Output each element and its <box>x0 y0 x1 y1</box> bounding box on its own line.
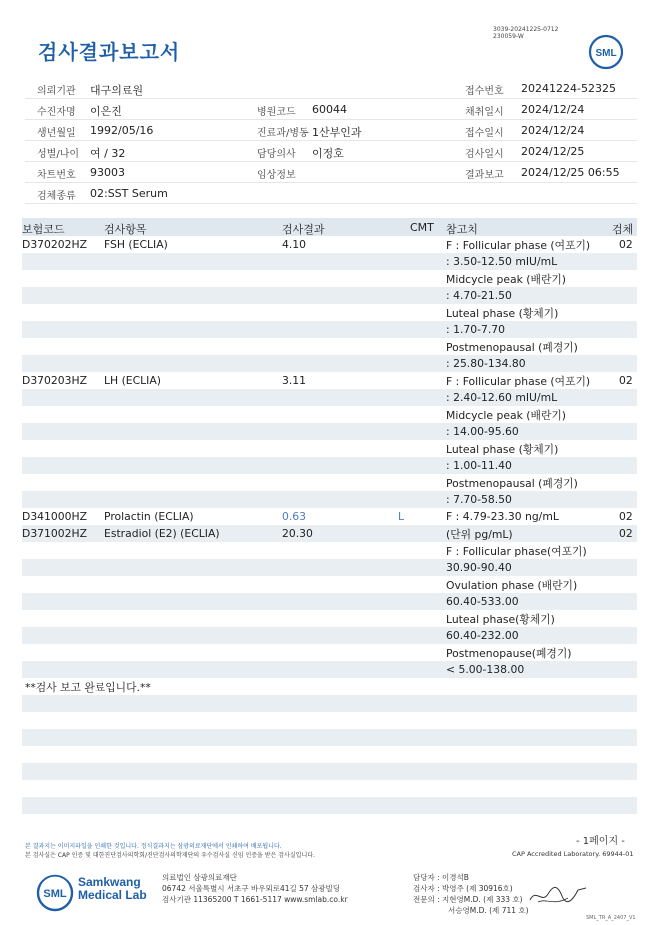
table-row <box>22 338 637 355</box>
staff-info <box>413 872 529 916</box>
info-value: 2024/12/25 06:55 <box>521 166 620 179</box>
info-label: 차트번호 <box>37 170 76 181</box>
result-reference: Midcycle peak (배란기) <box>446 409 567 422</box>
table-row <box>22 236 637 253</box>
result-reference: < 5.00-138.00 <box>446 663 525 676</box>
result-reference: Postmenopausal (폐경기) <box>446 341 578 354</box>
header-cmt: CMT <box>410 221 434 234</box>
staff-line1: 담당자 : 이경석B <box>413 873 469 882</box>
staff-line3: 전문의 : 지현영M.D. (제 333 호) <box>413 895 523 904</box>
results-body <box>22 236 637 831</box>
result-reference: : 25.80-134.80 <box>446 357 526 370</box>
signature-icon <box>528 880 590 908</box>
blank-row <box>22 780 637 797</box>
blank-row <box>22 746 637 763</box>
result-reference: : 3.50-12.50 mIU/mL <box>446 255 558 268</box>
result-code: D370203HZ <box>22 374 88 387</box>
page-title: 검사결과보고서 <box>38 40 181 64</box>
table-row <box>22 593 637 610</box>
header-code: 보험코드 <box>22 223 65 236</box>
blank-row <box>22 695 637 712</box>
result-specimen: 02 <box>619 374 633 387</box>
result-item-name: LH (ECLIA) <box>104 374 161 387</box>
result-code: D371002HZ <box>22 527 88 540</box>
blank-row <box>22 763 637 780</box>
info-label: 검사일시 <box>465 149 504 160</box>
info-value: 1992/05/16 <box>90 124 154 137</box>
result-item-name: Prolactin (ECLIA) <box>104 510 194 523</box>
result-reference: Midcycle peak (배란기) <box>446 273 567 286</box>
info-value: 이정호 <box>312 147 344 160</box>
info-label: 접수일시 <box>465 128 504 139</box>
document-id-line1: 3039-20241225-0712 <box>493 26 559 33</box>
table-row <box>22 644 637 661</box>
info-row <box>25 141 637 162</box>
table-row <box>22 508 637 525</box>
cap-accreditation: CAP Accredited Laboratory. 69944-01 <box>512 850 634 858</box>
company-name-line1: Samkwang <box>78 875 141 889</box>
result-reference: : 1.00-11.40 <box>446 459 512 472</box>
info-label: 성별/나이 <box>37 149 80 160</box>
result-comment: L <box>398 510 405 523</box>
result-item-name: Estradiol (E2) (ECLIA) <box>104 527 220 540</box>
info-label: 채취일시 <box>465 107 504 118</box>
form-code: SML_TR_A_2407_V1 <box>586 915 636 921</box>
result-value: 4.10 <box>282 238 307 251</box>
result-reference: Luteal phase (황체기) <box>446 307 559 320</box>
sml-logo-text: SML <box>595 48 617 59</box>
table-row <box>22 542 637 559</box>
table-row <box>22 372 637 389</box>
info-label: 의뢰기관 <box>37 86 76 97</box>
completion-note-row <box>22 678 637 695</box>
print-notice: 본 결과지는 이미지파일을 인쇄한 것입니다. 정식결과지는 삼광의료재단에서 인쇄하여 배포됩니다. <box>25 843 282 850</box>
address-line1: 의료법인 삼광의료재단 <box>162 873 237 882</box>
staff-line2: 검사자 : 박영주 (제 30916호) <box>413 884 513 893</box>
table-row <box>22 423 637 440</box>
result-specimen: 02 <box>619 527 633 540</box>
result-reference: F : Follicular phase (여포기) <box>446 375 591 388</box>
result-reference: : 7.70-58.50 <box>446 493 512 506</box>
result-value: 0.63 <box>282 510 307 523</box>
info-value: 대구의료원 <box>90 84 144 97</box>
info-row <box>25 78 637 99</box>
result-reference: Ovulation phase (배란기) <box>446 579 578 592</box>
table-row <box>22 440 637 457</box>
sml-footer-logo-text: SML <box>43 888 67 900</box>
result-specimen: 02 <box>619 238 633 251</box>
document-id-line2: 230059-W <box>493 33 524 40</box>
table-row <box>22 304 637 321</box>
address-line2: 06742 서울특별시 서초구 바우뫼로41길 57 삼광빌딩 <box>162 884 341 893</box>
sml-footer-logo-icon <box>35 873 75 913</box>
page-number: - 1페이지 - <box>576 836 625 847</box>
result-value: 3.11 <box>282 374 307 387</box>
table-row <box>22 576 637 593</box>
completion-note: **검사 보고 완료입니다.** <box>25 681 151 694</box>
table-row <box>22 491 637 508</box>
info-row <box>25 99 637 120</box>
info-value: 20241224-52325 <box>521 82 616 95</box>
results-header-row <box>22 218 637 236</box>
info-value: 2024/12/24 <box>521 124 585 137</box>
header-specimen: 검체 <box>612 223 634 236</box>
table-row <box>22 559 637 576</box>
document-id <box>493 26 558 40</box>
result-reference: Luteal phase (황체기) <box>446 443 559 456</box>
table-row <box>22 389 637 406</box>
table-row <box>22 270 637 287</box>
table-row <box>22 253 637 270</box>
table-row <box>22 457 637 474</box>
table-row <box>22 287 637 304</box>
info-label: 담당의사 <box>257 149 296 160</box>
patient-info-table <box>25 78 637 204</box>
table-row <box>22 610 637 627</box>
result-reference: (단위 pg/mL) <box>446 528 513 541</box>
result-reference: : 2.40-12.60 mIU/mL <box>446 391 558 404</box>
info-row <box>25 120 637 141</box>
info-label: 임상정보 <box>257 170 296 181</box>
sml-logo-icon <box>588 34 624 70</box>
table-row <box>22 474 637 491</box>
table-row <box>22 661 637 678</box>
result-code: D341000HZ <box>22 510 88 523</box>
info-label: 결과보고 <box>465 170 504 181</box>
info-label: 수진자명 <box>37 107 76 118</box>
result-reference: : 4.70-21.50 <box>446 289 512 302</box>
header-reference: 참고치 <box>446 223 478 236</box>
result-value: 20.30 <box>282 527 313 540</box>
result-reference: F : Follicular phase (여포기) <box>446 239 591 252</box>
result-specimen: 02 <box>619 510 633 523</box>
result-reference: 60.40-232.00 <box>446 629 519 642</box>
table-row <box>22 355 637 372</box>
company-address <box>162 872 348 905</box>
info-value: 1산부인과 <box>312 126 362 139</box>
info-value: 이은진 <box>90 105 122 118</box>
result-reference: F : Follicular phase(여포기) <box>446 545 587 558</box>
table-row <box>22 627 637 644</box>
table-row <box>22 406 637 423</box>
info-value: 02:SST Serum <box>90 187 168 200</box>
result-reference: Luteal phase(황체기) <box>446 613 555 626</box>
blank-row <box>22 729 637 746</box>
result-reference: : 14.00-95.60 <box>446 425 519 438</box>
results-table <box>22 218 637 831</box>
blank-row <box>22 797 637 814</box>
blank-row <box>22 712 637 729</box>
result-reference: 30.90-90.40 <box>446 561 512 574</box>
info-label: 병원코드 <box>257 107 296 118</box>
header-name: 검사항목 <box>104 223 147 236</box>
info-value: 여 / 32 <box>90 147 126 160</box>
result-reference: Postmenopausal (폐경기) <box>446 477 578 490</box>
staff-line4: 서승영M.D. (제 711 호) <box>448 906 529 915</box>
accreditation-notice: 본 검사실은 CAP 인증 및 대한진단검사의학회/진단검사의학재단의 우수검사실 신임 인증을 받은 검사실입니다. <box>25 852 315 859</box>
result-reference: : 1.70-7.70 <box>446 323 506 336</box>
info-value: 93003 <box>90 166 125 179</box>
result-reference: Postmenopause(폐경기) <box>446 647 572 660</box>
info-value: 2024/12/25 <box>521 145 585 158</box>
address-line3: 검사기관 11365200 T 1661-5117 www.smlab.co.kr <box>162 895 348 904</box>
info-value: 60044 <box>312 103 347 116</box>
table-row <box>22 321 637 338</box>
header-result: 검사결과 <box>282 223 325 236</box>
company-name-line2: Medical Lab <box>78 888 147 902</box>
info-label: 생년월일 <box>37 128 76 139</box>
info-row <box>25 183 637 204</box>
company-name <box>78 876 147 902</box>
result-code: D370202HZ <box>22 238 88 251</box>
table-row <box>22 525 637 542</box>
info-label: 진료과/병동 <box>257 128 309 139</box>
info-label: 검체종류 <box>37 191 76 202</box>
info-label: 접수번호 <box>465 86 504 97</box>
result-reference: 60.40-533.00 <box>446 595 519 608</box>
result-item-name: FSH (ECLIA) <box>104 238 168 251</box>
result-reference: F : 4.79-23.30 ng/mL <box>446 510 559 523</box>
info-row <box>25 162 637 183</box>
info-value: 2024/12/24 <box>521 103 585 116</box>
blank-row <box>22 814 637 831</box>
